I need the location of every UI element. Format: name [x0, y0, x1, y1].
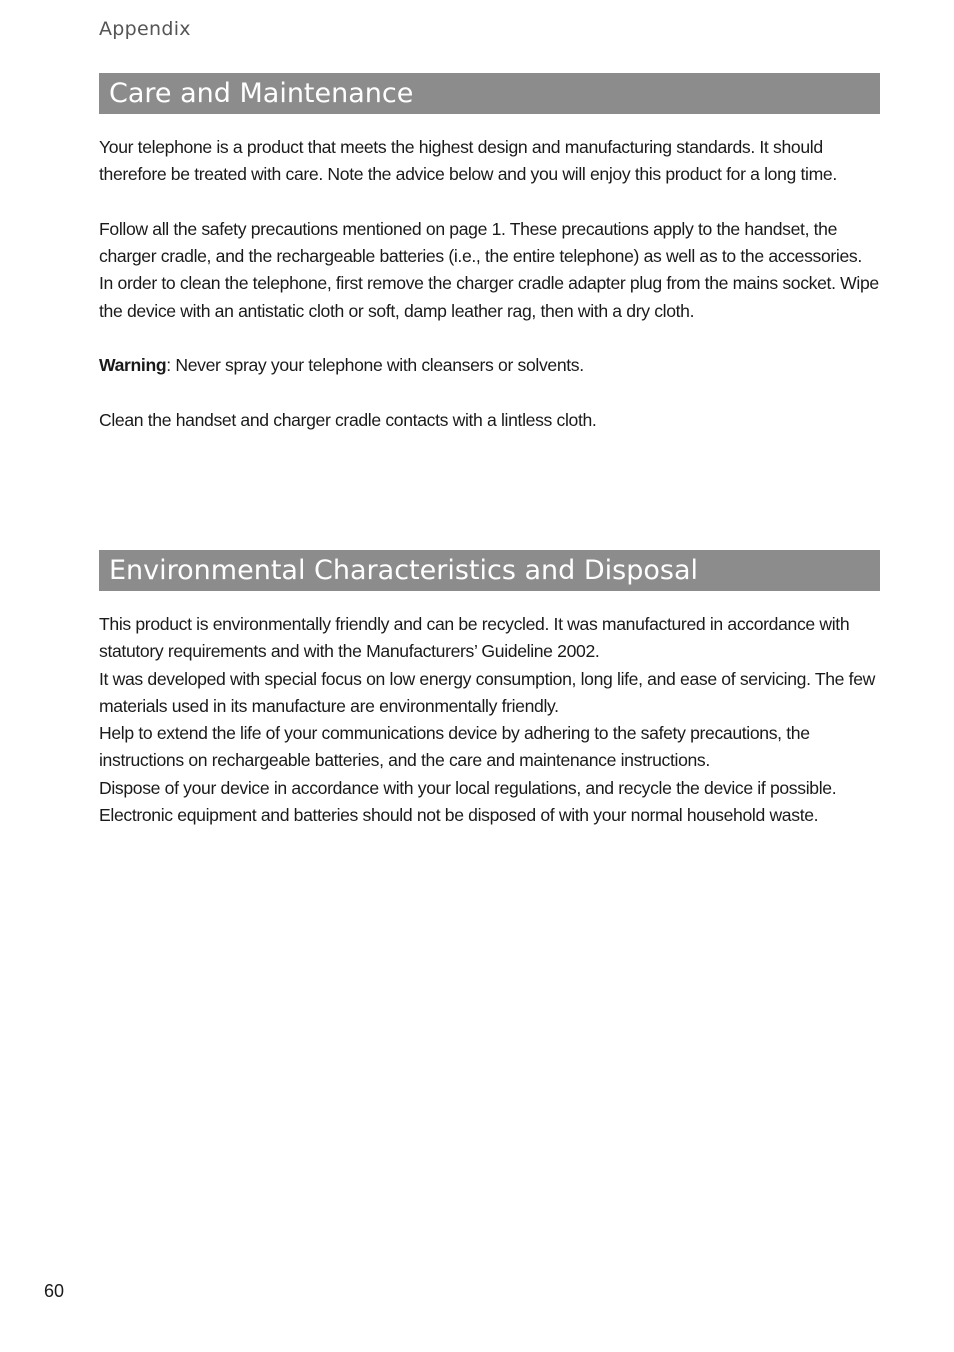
running-header: Appendix [99, 18, 191, 40]
warning-paragraph [99, 352, 880, 379]
environmental-disposal-heading: Environmental Characteristics and Disposal [99, 550, 880, 591]
environment-disposal-paragraph: Dispose of your device in accordance with your local regulations, and recycle the device if possible. Electronic equipment and batteries should not be disposed of with your normal household waste. [99, 777, 837, 826]
contacts-cleaning-paragraph: Clean the handset and charger cradle contacts with a lintless cloth. [99, 409, 597, 430]
safety-precautions-paragraph: Follow all the safety precautions mentioned on page 1. These precautions apply to the handset, the charger cradle, and the rechargeable batteries (i.e., the entire telephone) as well as to the accessories. [99, 218, 862, 267]
cleaning-paragraph: In order to clean the telephone, first remove the charger cradle adapter plug from the mains socket. Wipe the device with an antistatic cloth or soft, damp leather rag, then with a dry cloth. [99, 273, 879, 321]
page-number: 60 [44, 1281, 65, 1301]
warning-text: : Never spray your telephone with cleansers or solvents. [166, 355, 584, 376]
care-maintenance-heading: Care and Maintenance [99, 73, 880, 114]
warning-label: Warning [99, 355, 167, 376]
environment-recyclable-paragraph: This product is environmentally friendly and can be recycled. It was manufactured in accordance with statutory requirements and with the Manufacturers’ Guideline 2002. [99, 614, 850, 662]
care-intro-paragraph: Your telephone is a product that meets the highest design and manufacturing standards. It should therefore be treated with care. Note the advice below and you will enjoy this product for a long time. [99, 137, 837, 185]
environment-energy-paragraph: It was developed with special focus on low energy consumption, long life, and ease of servicing. The few materials used in its manufacture are environmentally friendly. [99, 668, 875, 716]
environmental-disposal-body [99, 611, 880, 829]
care-maintenance-body [99, 134, 880, 434]
environment-extend-life-paragraph: Help to extend the life of your communications device by adhering to the safety precautions, the instructions on rechargeable batteries, and the care and maintenance instructions. [99, 723, 810, 771]
